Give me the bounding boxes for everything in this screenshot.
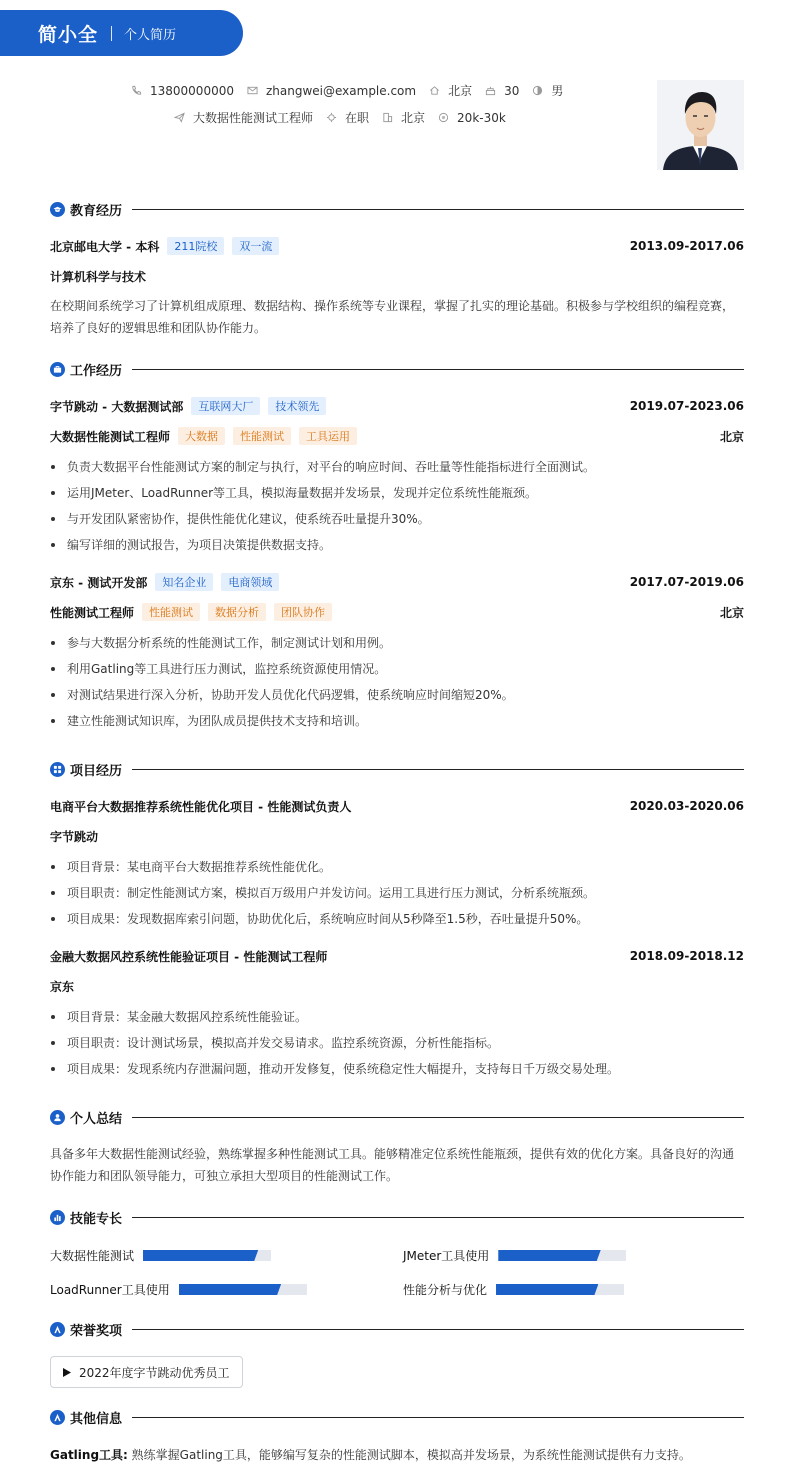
company-tag: 电商领域 <box>221 573 279 591</box>
section-title-education: 教育经历 <box>70 203 123 219</box>
work-date: 2019.07-2023.06 <box>629 399 744 413</box>
role-tag: 团队协作 <box>274 603 332 621</box>
company-tag: 互联网大厂 <box>191 397 260 415</box>
section-title-skills: 技能专长 <box>70 1211 123 1227</box>
contact-age <box>485 84 519 98</box>
education-description: 在校期间系统学习了计算机组成原理、数据结构、操作系统等专业课程，掌握了扎实的理论基础。积极参与学校组织的编程竞赛，培养了良好的逻辑思维和团队协作能力。 <box>50 299 735 335</box>
section-divider <box>132 1117 744 1118</box>
section-title-work: 工作经历 <box>70 363 123 379</box>
section-title-other: 其他信息 <box>70 1411 123 1427</box>
education-date: 2013.09-2017.06 <box>629 239 744 253</box>
project-2-bullets <box>50 1008 744 1086</box>
phone-icon <box>131 85 142 96</box>
list-item: 项目职责：制定性能测试方案，模拟百万级用户并发访问。运用工具进行压力测试，分析系统瓶颈。 <box>50 884 744 910</box>
section-work <box>50 360 744 378</box>
summary-text: 具备多年大数据性能测试经验，熟练掌握多种性能测试工具。能够精准定位系统性能瓶颈，提供有效的优化方案。具备良好的沟通协作能力和团队领导能力，可独立承担大型项目的性能测试工作。 <box>50 1147 735 1183</box>
skill-name: 大数据性能测试 <box>50 1249 135 1263</box>
company-name: 京东 - 测试开发部 <box>50 575 148 590</box>
section-education <box>50 200 744 218</box>
building-icon <box>382 112 393 123</box>
list-item: 参与大数据分析系统的性能测试工作，制定测试计划和用例。 <box>50 634 744 660</box>
role-tag: 工具运用 <box>299 427 357 445</box>
candidate-name: 简小全 <box>38 23 99 46</box>
skill-name: 性能分析与优化 <box>403 1283 488 1297</box>
job-title: 性能测试工程师 <box>50 605 135 620</box>
project-company: 字节跳动 <box>50 829 99 844</box>
role-tag: 性能测试 <box>142 603 200 621</box>
skill-bar-fill <box>498 1250 600 1261</box>
skill-item <box>403 1247 626 1264</box>
work-location: 北京 <box>719 429 744 444</box>
award-icon <box>50 1322 65 1337</box>
list-item: 对测试结果进行深入分析，协助开发人员优化代码逻辑，使系统响应时间缩短20%。 <box>50 686 744 712</box>
send-icon <box>174 112 185 123</box>
section-divider <box>132 769 744 770</box>
role-tag: 数据分析 <box>208 603 266 621</box>
grid-icon <box>50 762 65 777</box>
education-major-row <box>50 267 744 285</box>
section-divider <box>132 1417 744 1418</box>
skill-bar-track <box>498 1250 626 1261</box>
school-tag: 双一流 <box>232 237 279 255</box>
graduation-cap-icon <box>50 202 65 217</box>
section-title-projects: 项目经历 <box>70 763 123 779</box>
skill-bar-track <box>179 1284 307 1295</box>
section-divider <box>132 1329 744 1330</box>
status-icon <box>326 112 337 123</box>
age-icon <box>485 85 496 96</box>
section-title-awards: 荣誉奖项 <box>70 1323 123 1339</box>
resume-subtitle: 个人简历 <box>124 27 177 43</box>
award-item <box>50 1356 243 1388</box>
role-tag: 大数据 <box>178 427 225 445</box>
project-1-header <box>50 797 744 815</box>
work-2-bullets <box>50 634 744 738</box>
section-title-summary: 个人总结 <box>70 1111 123 1127</box>
list-item: 项目职责：设计测试场景，模拟高并发交易请求。监控系统资源，分析性能指标。 <box>50 1034 744 1060</box>
section-skills <box>50 1208 744 1226</box>
school-tag: 211院校 <box>167 237 224 255</box>
skill-bar-fill <box>179 1284 281 1295</box>
status-value: 在职 <box>345 111 370 125</box>
skill-bar-fill <box>143 1250 258 1261</box>
work-2-header <box>50 573 744 591</box>
education-header <box>50 237 744 255</box>
section-projects <box>50 760 744 778</box>
list-item: 编写详细的测试报告，为项目决策提供数据支持。 <box>50 536 744 562</box>
section-other <box>50 1408 744 1426</box>
skill-item <box>50 1281 307 1298</box>
list-item: 项目成果：发现数据库索引问题，协助优化后，系统响应时间从5秒降至1.5秒，吞吐量提升50%。 <box>50 910 744 936</box>
contact-email <box>247 84 416 98</box>
school-name: 北京邮电大学 - 本科 <box>50 239 160 254</box>
list-item: 项目成果：发现系统内存泄漏问题，推动开发修复，使系统稳定性大幅提升，支持每日千万级交易处理。 <box>50 1060 744 1086</box>
work-location: 北京 <box>719 605 744 620</box>
skill-bar-track <box>496 1284 624 1295</box>
list-item: 项目背景：某金融大数据风控系统性能验证。 <box>50 1008 744 1034</box>
contact-city <box>429 82 472 99</box>
skill-item <box>50 1247 271 1264</box>
list-item: 运用JMeter、LoadRunner等工具，模拟海量数据并发场景，发现并定位系统性能瓶颈。 <box>50 484 744 510</box>
briefcase-icon <box>50 362 65 377</box>
section-divider <box>132 369 744 370</box>
salary-icon <box>438 112 449 123</box>
project-2-company-row <box>50 977 744 995</box>
section-summary <box>50 1108 744 1126</box>
home-icon <box>429 85 440 96</box>
other-text: 熟练掌握Gatling工具，能够编写复杂的性能测试脚本，模拟高并发场景，为系统性能测试提供有力支持。 <box>131 1448 691 1462</box>
project-1-company-row <box>50 827 744 845</box>
role-tag: 性能测试 <box>233 427 291 445</box>
work-city-value: 北京 <box>401 111 426 125</box>
contact-work-city <box>382 109 425 126</box>
project-title: 电商平台大数据推荐系统性能优化项目 - 性能测试负责人 <box>50 799 352 814</box>
project-1-bullets <box>50 858 744 936</box>
contact-gender <box>532 82 563 99</box>
major: 计算机科学与技术 <box>50 269 147 284</box>
contact-row-2 <box>174 109 519 126</box>
position-value: 大数据性能测试工程师 <box>193 111 314 125</box>
work-1-header <box>50 397 744 415</box>
info-icon <box>50 1410 65 1425</box>
banner-divider <box>111 26 112 41</box>
list-item: 与开发团队紧密协作，提供性能优化建议，使系统吞吐量提升30%。 <box>50 510 744 536</box>
work-date: 2017.07-2019.06 <box>629 575 744 589</box>
user-icon <box>50 1110 65 1125</box>
skill-name: JMeter工具使用 <box>403 1249 490 1263</box>
profile-photo <box>657 80 744 170</box>
section-divider <box>132 209 744 210</box>
company-name: 字节跳动 - 大数据测试部 <box>50 399 184 414</box>
company-tag: 知名企业 <box>155 573 213 591</box>
gender-value: 男 <box>551 84 564 98</box>
other-info <box>50 1446 744 1463</box>
work-1-role <box>50 427 744 445</box>
project-2-header <box>50 947 744 965</box>
name-banner <box>0 10 243 56</box>
work-1-bullets <box>50 458 744 562</box>
contact-salary <box>438 111 506 125</box>
list-item: 利用Gatling等工具进行压力测试，监控系统资源使用情况。 <box>50 660 744 686</box>
list-item: 项目背景：某电商平台大数据推荐系统性能优化。 <box>50 858 744 884</box>
contact-row-1 <box>131 82 576 99</box>
section-awards <box>50 1320 744 1338</box>
salary-value: 20k-30k <box>457 110 506 125</box>
work-2-role <box>50 603 744 621</box>
list-item: 负责大数据平台性能测试方案的制定与执行，对平台的响应时间、吞吐量等性能指标进行全面测试。 <box>50 458 744 484</box>
age-value: 30 <box>504 83 520 98</box>
job-title: 大数据性能测试工程师 <box>50 429 171 444</box>
phone-value: 13800000000 <box>150 83 234 98</box>
play-triangle-icon <box>63 1368 71 1377</box>
contact-phone <box>131 84 234 98</box>
contact-status <box>326 109 369 126</box>
project-date: 2018.09-2018.12 <box>629 949 744 963</box>
award-text: 2022年度字节跳动优秀员工 <box>79 1365 230 1380</box>
list-item: 建立性能测试知识库，为团队成员提供技术支持和培训。 <box>50 712 744 738</box>
mail-icon <box>247 85 258 96</box>
project-company: 京东 <box>50 979 75 994</box>
contact-target-position <box>174 109 313 126</box>
skill-bar-fill <box>496 1284 598 1295</box>
project-date: 2020.03-2020.06 <box>629 799 744 813</box>
other-label: Gatling工具: <box>50 1448 128 1462</box>
bar-chart-icon <box>50 1210 65 1225</box>
skill-name: LoadRunner工具使用 <box>50 1283 170 1297</box>
email-value: zhangwei@example.com <box>265 83 417 98</box>
gender-icon <box>532 85 543 96</box>
avatar-icon <box>657 80 744 170</box>
skill-item <box>403 1281 624 1298</box>
project-title: 金融大数据风控系统性能验证项目 - 性能测试工程师 <box>50 949 328 964</box>
city-value: 北京 <box>448 84 473 98</box>
section-divider <box>132 1217 744 1218</box>
skill-bar-track <box>143 1250 271 1261</box>
company-tag: 技术领先 <box>268 397 326 415</box>
